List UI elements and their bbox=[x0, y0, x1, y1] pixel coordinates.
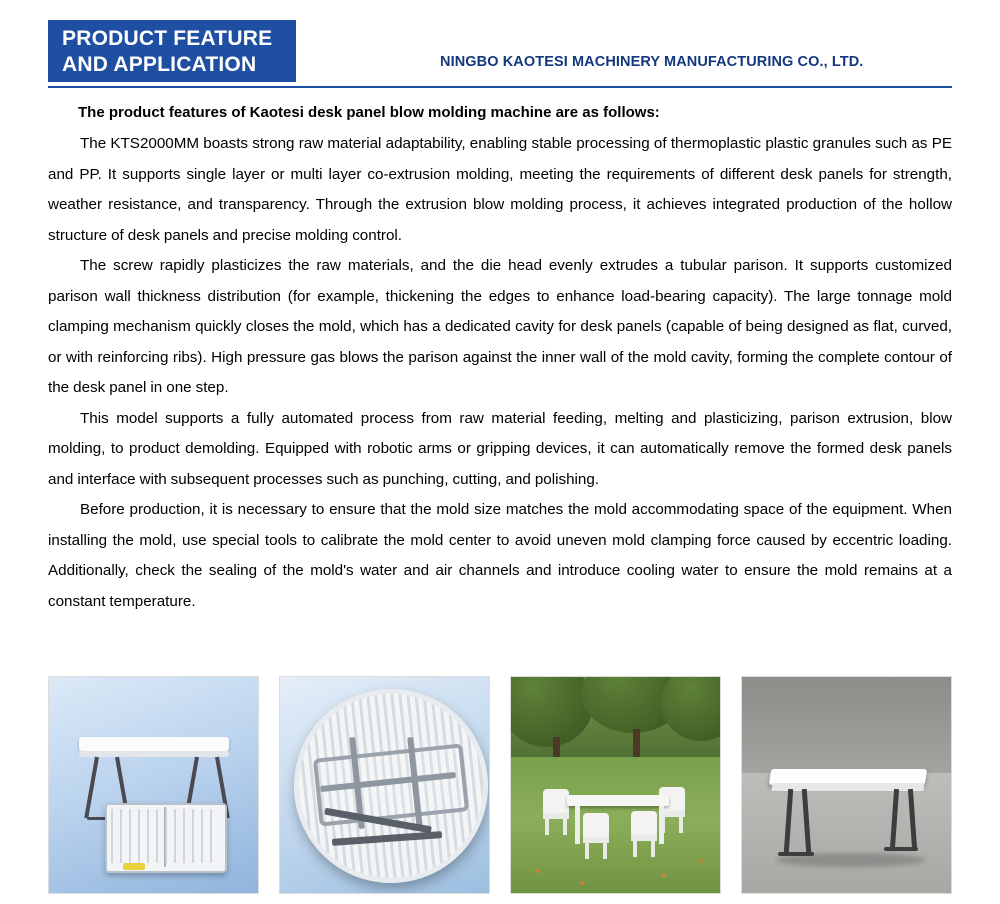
garden-chair-shape bbox=[543, 789, 569, 835]
outdoor-garden-table-chairs-photo bbox=[510, 676, 721, 894]
garden-chair-shape bbox=[583, 813, 609, 859]
paragraph-3: This model supports a fully automated process from raw material feeding, melting and plasticizing, parison extrusion, blow molding, to product demolding. Equipped with robotic arms or gripping devices, it can automatically remove the formed desk panels and interface with subsequent processes such as punching, cutting, and polishing. bbox=[48, 409, 952, 488]
table-top-shape bbox=[79, 737, 229, 751]
page-header bbox=[0, 0, 1000, 88]
garden-table-leg-shape bbox=[659, 806, 664, 844]
garden-table-top-shape bbox=[567, 795, 669, 806]
garden-table-leg-shape bbox=[575, 806, 580, 844]
header-divider bbox=[48, 86, 952, 88]
floor-background bbox=[742, 773, 951, 894]
carry-handle-shape bbox=[123, 863, 145, 870]
table-edge-shape bbox=[79, 751, 229, 757]
paragraph-2: The screw rapidly plasticizes the raw materials, and the die head evenly extrudes a tubular parison. It supports customized parison wall thickness distribution (for example, thickening the edges to enhance load-bearing capacity). The large tonnage mold clamping mechanism quickly closes the mold, which has a dedicated cavity for desk panels (capable of being designed as flat, curved, or with reinforcing ribs). High pressure gas blows the parison against the inner wall of the mold cavity, forming the complete contour of the desk panel in one step. bbox=[48, 257, 952, 396]
folding-rectangular-table-photo bbox=[48, 676, 259, 894]
product-image-gallery bbox=[48, 676, 952, 894]
panel-ribs-shape bbox=[111, 809, 217, 863]
table-apron-shape bbox=[771, 783, 924, 791]
table-foot-shape bbox=[884, 847, 918, 851]
round-folding-table-underside-photo bbox=[279, 676, 490, 894]
garden-chair-shape bbox=[631, 811, 657, 857]
table-foot-shape bbox=[778, 852, 814, 856]
lead-paragraph: The product features of Kaotesi desk panel blow molding machine are as follows: bbox=[78, 104, 660, 121]
paragraph-1: The KTS2000MM boasts strong raw material adaptability, enabling stable processing of thermoplastic plastic granules such as PE and PP. It supports single layer or multi layer co-extrusion molding, meeting the requirements of different desk panels for strength, weather resistance, and transparency. Through the extrusion blow molding process, it achieves integrated production of the hollow structure of desk panels and precise molding control. bbox=[48, 135, 952, 244]
section-title-badge bbox=[48, 20, 296, 82]
fallen-leaf-shape bbox=[535, 869, 541, 873]
fallen-leaf-shape bbox=[661, 873, 667, 877]
fallen-leaf-shape bbox=[697, 859, 703, 863]
section-title-line-2: AND APPLICATION bbox=[62, 53, 257, 76]
wall-background bbox=[742, 677, 951, 773]
fallen-leaf-shape bbox=[579, 881, 585, 885]
paragraph-4: Before production, it is necessary to ensure that the mold size matches the mold accommodating space of the equipment. When installing the mold, use special tools to calibrate the mold center to avoid uneven mold clamping force caused by eccentric loading. Additionally, check the sealing of the mold's water and air channels and introduce cooling water to ensure the mold remains at a constant temperature. bbox=[48, 501, 952, 610]
section-title-line-1: PRODUCT FEATURE bbox=[62, 27, 273, 50]
article-content bbox=[48, 98, 952, 617]
table-leg-shape bbox=[84, 757, 99, 819]
white-folding-table-indoor-photo bbox=[741, 676, 952, 894]
company-name: NINGBO KAOTESI MACHINERY MANUFACTURING CO., LTD. bbox=[440, 54, 864, 70]
